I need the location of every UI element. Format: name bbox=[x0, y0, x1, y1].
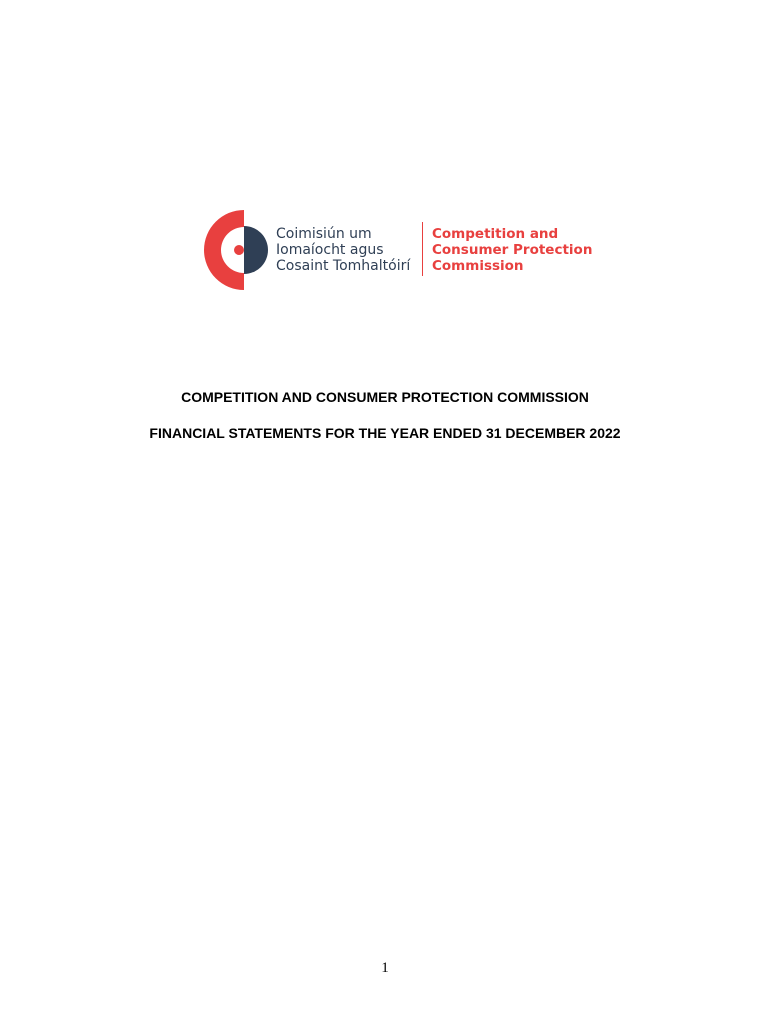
document-subtitle: FINANCIAL STATEMENTS FOR THE YEAR ENDED 31 DECEMBER 2022 bbox=[149, 425, 621, 441]
logo-irish-line: Coimisiún um bbox=[276, 226, 372, 242]
page-number: 1 bbox=[381, 960, 389, 976]
organization-logo bbox=[204, 208, 594, 292]
logo-irish-line: Iomaíocht agus bbox=[276, 242, 384, 258]
logo-irish-line: Cosaint Tomhaltóirí bbox=[276, 258, 411, 274]
ccpc-logo-mark-icon bbox=[204, 208, 270, 292]
logo-divider bbox=[422, 222, 423, 276]
logo-english-line: Competition and bbox=[432, 226, 559, 242]
logo-irish-name bbox=[276, 226, 410, 274]
logo-english-line: Commission bbox=[432, 258, 524, 274]
logo-english-name bbox=[432, 226, 592, 274]
document-title: COMPETITION AND CONSUMER PROTECTION COMMISSION bbox=[181, 389, 589, 405]
logo-english-line: Consumer Protection bbox=[432, 242, 593, 258]
